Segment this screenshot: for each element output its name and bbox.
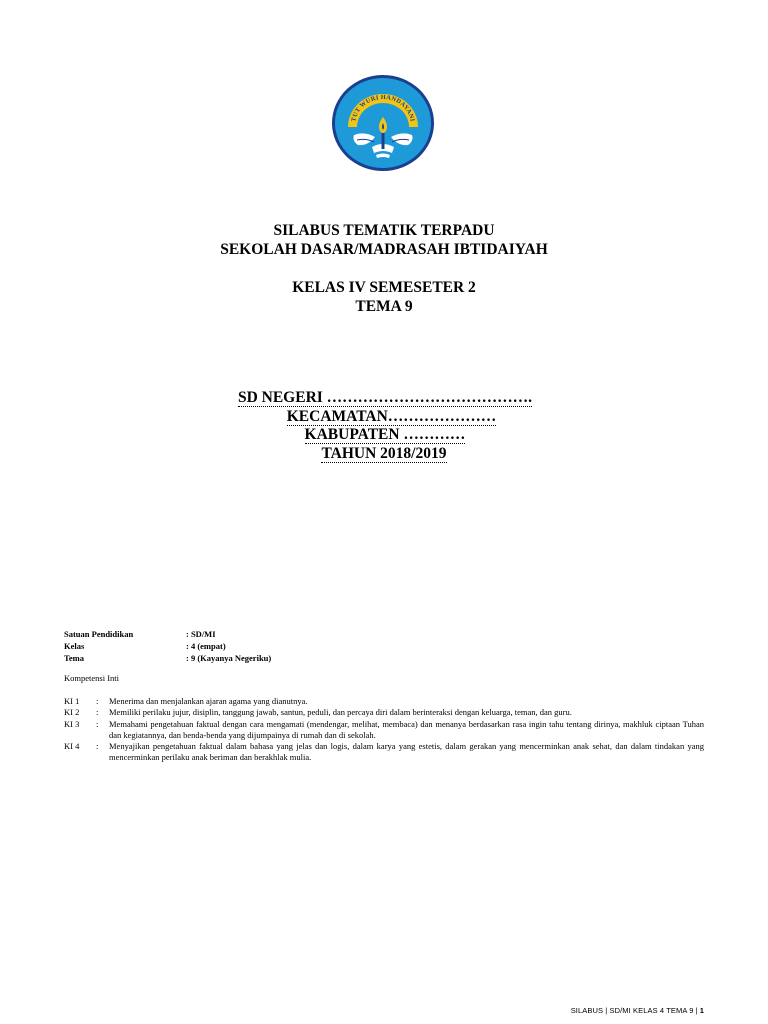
identity-label: Satuan Pendidikan: [64, 629, 134, 639]
ki-item: [64, 741, 704, 764]
page-footer: [571, 1006, 704, 1015]
ki-text: Memiliki perilaku jujur, disiplin, tanggung jawab, santun, peduli, dan percaya diri dalam berinteraksi dengan keluarga, teman, dan guru.: [109, 707, 572, 718]
school-district: KECAMATAN…………………: [286, 407, 497, 425]
ki-text: Menerima dan menjalankan ajaran agama yang dianutnya.: [109, 696, 308, 706]
footer-text: SILABUS | SD/MI KELAS 4 TEMA 9 |: [570, 1006, 698, 1015]
ki-code: KI 3: [64, 718, 80, 729]
identity-label: Tema: [64, 653, 84, 663]
ki-colon: :: [96, 718, 99, 729]
class-semester: KELAS IV SEMESETER 2: [292, 279, 476, 296]
emblem-icon: [330, 73, 436, 173]
ki-list: [64, 696, 704, 764]
identity-row: [64, 640, 271, 652]
logo-motto-text: TUT WURI HANDAYANI: [350, 93, 416, 123]
ki-code: KI 1: [64, 696, 80, 706]
ki-colon: :: [96, 741, 99, 752]
theme-number: TEMA 9: [355, 298, 413, 315]
school-info: [0, 389, 768, 463]
identity-table: [64, 628, 271, 664]
ki-colon: :: [96, 696, 99, 706]
tut-wuri-handayani-logo: [330, 73, 436, 173]
ki-item: [64, 719, 704, 742]
identity-row: [64, 628, 271, 640]
page-number: 1: [699, 1006, 704, 1015]
identity-value: : SD/MI: [186, 629, 216, 639]
identity-value: : 4 (empat): [186, 641, 226, 651]
school-year: TAHUN 2018/2019: [321, 444, 447, 462]
ki-heading: Kompetensi Inti: [64, 673, 120, 683]
ki-text: Memahami pengetahuan faktual dengan cara mengamati (mendengar, melihat, membaca) dan menanya berdasarkan rasa ingin tahu tentang dirinya, makhluk ciptaan Tuhan dan kegiatannya, dan benda-benda yang dijumpainya di rumah dan di sekolah.: [109, 718, 704, 740]
ki-code: KI 2: [64, 707, 80, 718]
ki-code: KI 4: [64, 741, 80, 752]
title-group-1: [0, 221, 768, 259]
document-subtitle: SEKOLAH DASAR/MADRASAH IBTIDAIYAH: [220, 241, 548, 258]
school-regency: KABUPATEN …………: [304, 426, 466, 443]
school-name: SD NEGERI ………………………………….: [237, 389, 533, 406]
ki-item: [64, 696, 704, 707]
document-title: SILABUS TEMATIK TERPADU: [273, 222, 495, 239]
ki-item: [64, 707, 704, 718]
ki-text: Menyajikan pengetahuan faktual dalam bahasa yang jelas dan logis, dalam karya yang estetis, dalam gerakan yang mencerminkan anak sehat, dan dalam tindakan yang mencerminkan perilaku anak beriman dan berakhlak mulia.: [109, 741, 704, 763]
ki-colon: :: [96, 707, 99, 718]
identity-label: Kelas: [64, 641, 85, 651]
identity-value: : 9 (Kayanya Negeriku): [186, 653, 272, 663]
title-group-2: [0, 278, 768, 316]
identity-row: [64, 652, 271, 664]
